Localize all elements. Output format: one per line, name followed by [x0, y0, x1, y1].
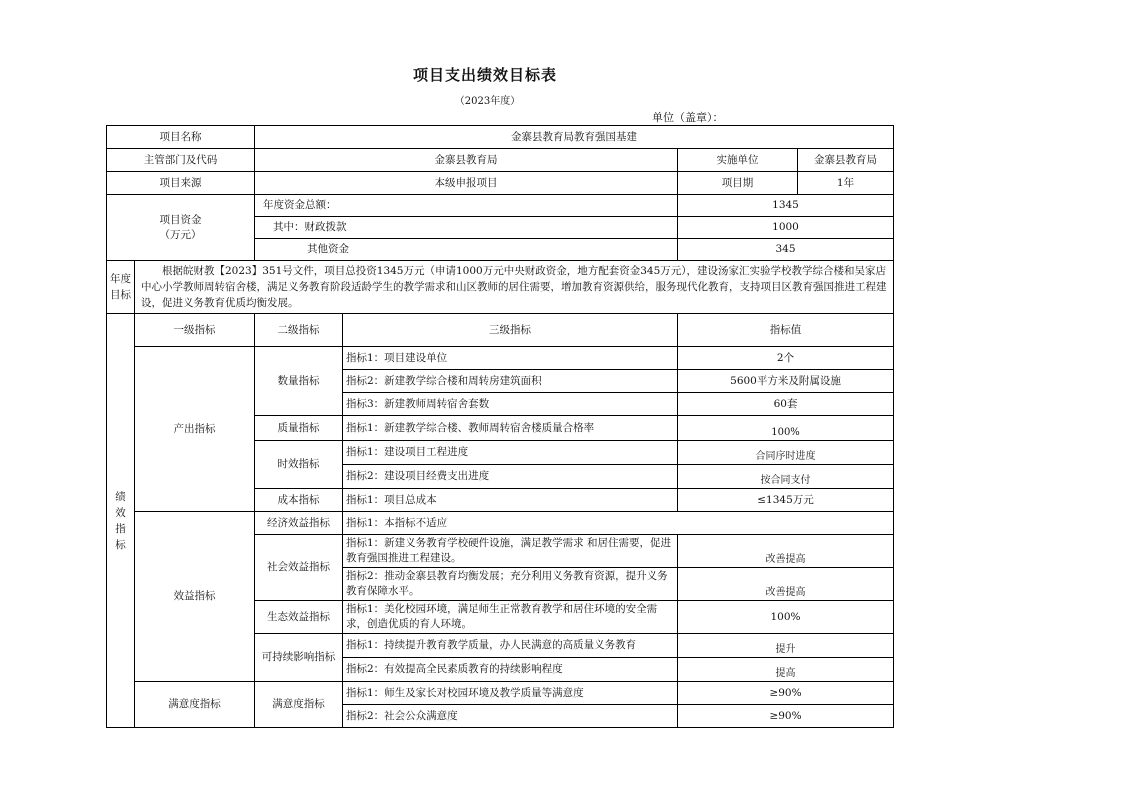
level3-cell: 指标2：新建教学综合楼和周转房建筑面积 [343, 370, 678, 393]
level2-cell: 经济效益指标 [255, 512, 343, 535]
value-cell: 100% [678, 416, 894, 441]
implementing-unit-value: 金寨县教育局 [798, 149, 894, 172]
level2-cell: 满意度指标 [255, 682, 343, 728]
header-level3: 三级指标 [343, 314, 678, 347]
value-cell: 提升 [678, 634, 894, 658]
level3-cell: 指标2：建设项目经费支出进度 [343, 465, 678, 489]
performance-indicators-label: 绩 效 指 标 [107, 314, 135, 728]
level3-cell: 指标1：美化校园环境，满足师生正常教育教学和居住环境的安全需求，创造优质的育人环境。 [343, 601, 678, 634]
funds-total-row [107, 195, 894, 217]
funds-other-label: 其他资金 [255, 239, 678, 261]
value-cell: 5600平方米及附属设施 [678, 370, 894, 393]
department-label: 主管部门及代码 [107, 149, 255, 172]
value-cell: 合同序时进度 [678, 441, 894, 465]
level3-cell: 指标1：新建教学综合楼、教师周转宿舍楼质量合格率 [343, 416, 678, 441]
level3-cell: 指标1：项目总成本 [343, 489, 678, 512]
page-title: 项目支出绩效目标表 [412, 66, 557, 84]
benefit-indicators-label: 效益指标 [135, 512, 255, 682]
funds-fiscal-label: 其中：财政拨款 [255, 217, 678, 239]
level2-cell: 时效指标 [255, 441, 343, 489]
header-level2: 二级指标 [255, 314, 343, 347]
value-cell: ≥90% [678, 705, 894, 728]
project-source-label: 项目来源 [107, 172, 255, 195]
funds-total-value: 1345 [678, 195, 894, 217]
project-period-value: 1年 [798, 172, 894, 195]
level2-cell: 社会效益指标 [255, 535, 343, 601]
fiscal-year: （2023年度） [454, 96, 521, 107]
value-cell: 按合同支付 [678, 465, 894, 489]
table-row [107, 682, 894, 705]
level2-cell: 成本指标 [255, 489, 343, 512]
unit-stamp-label: 单位（盖章）： [652, 111, 724, 124]
value-cell: ≤1345万元 [678, 489, 894, 512]
level3-cell: 指标1：师生及家长对校园环境及教学质量等满意度 [343, 682, 678, 705]
implementing-unit-label: 实施单位 [678, 149, 798, 172]
annual-goal-label: 年度 目标 [107, 261, 135, 314]
level3-cell: 指标2：社会公众满意度 [343, 705, 678, 728]
satisfaction-indicators-label: 满意度指标 [135, 682, 255, 728]
header-level1: 一级指标 [135, 314, 255, 347]
table-row [107, 347, 894, 370]
value-cell: 改善提高 [678, 568, 894, 601]
level3-cell: 指标1：持续提升教育教学质量，办人民满意的高质量义务教育 [343, 634, 678, 658]
perf-header-row [107, 314, 894, 347]
value-cell: ≥90% [678, 682, 894, 705]
value-cell: 提高 [678, 658, 894, 682]
project-name-row [107, 126, 894, 149]
performance-target-table [106, 125, 894, 728]
department-value: 金寨县教育局 [255, 149, 678, 172]
level2-cell: 数量指标 [255, 347, 343, 416]
level2-cell: 质量指标 [255, 416, 343, 441]
annual-goal-text: 根据皖财教【2023】351号文件，项目总投资1345万元（申请1000万元中央财政资金，地方配套资金345万元），建设汤家汇实验学校教学综合楼和吴家店中心小学教师周转宿舍楼，满足义务教育阶段适龄学生的教学需求和山区教师的居住需要，增加教育资源供给，服务现代化教育，支持项目区教育强国推进工程建设，促进义务教育优质均衡发展。 [135, 261, 894, 314]
level2-cell: 可持续影响指标 [255, 634, 343, 682]
level3-cell: 指标1：建设项目工程进度 [343, 441, 678, 465]
funds-other-value: 345 [678, 239, 894, 261]
department-row [107, 149, 894, 172]
value-cell: 改善提高 [678, 535, 894, 568]
value-cell: 2个 [678, 347, 894, 370]
funds-total-label: 年度资金总额： [255, 195, 678, 217]
project-name-label: 项目名称 [107, 126, 255, 149]
source-row [107, 172, 894, 195]
header-value: 指标值 [678, 314, 894, 347]
project-period-label: 项目期 [678, 172, 798, 195]
funds-label: 项目资金 （万元） [107, 195, 255, 261]
annual-goal-row [107, 261, 894, 314]
level3-cell: 指标1：新建义务教育学校硬件设施，满足教学需求 和居住需要，促进教育强国推进工程建设。 [343, 535, 678, 568]
level2-cell: 生态效益指标 [255, 601, 343, 634]
funds-fiscal-value: 1000 [678, 217, 894, 239]
table-row [107, 512, 894, 535]
project-source-value: 本级申报项目 [255, 172, 678, 195]
level3-cell: 指标1：项目建设单位 [343, 347, 678, 370]
level3-cell: 指标3：新建教师周转宿舍套数 [343, 393, 678, 416]
level3-cell: 指标2：推动金寨县教育均衡发展；充分利用义务教育资源，提升义务教育保障水平。 [343, 568, 678, 601]
output-indicators-label: 产出指标 [135, 347, 255, 512]
value-cell: 100% [678, 601, 894, 634]
project-name-value: 金寨县教育局教育强国基建 [255, 126, 894, 149]
value-cell: 60套 [678, 393, 894, 416]
level3-cell: 指标1：本指标不适应 [343, 512, 894, 535]
level3-cell: 指标2：有效提高全民素质教育的持续影响程度 [343, 658, 678, 682]
